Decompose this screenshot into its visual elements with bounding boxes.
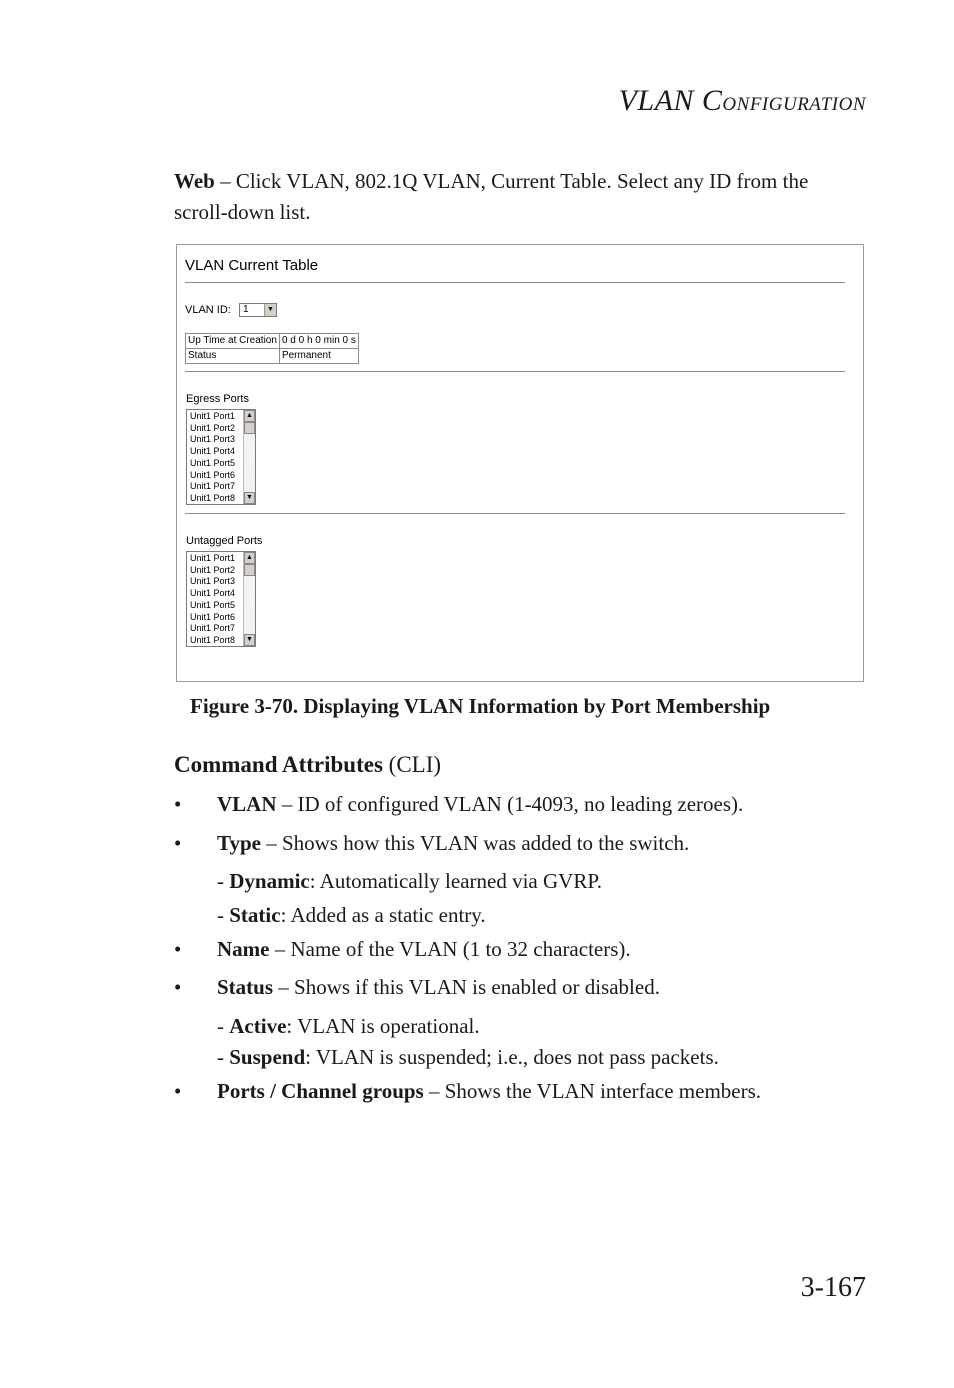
list-item[interactable]: Unit1 Port8	[190, 634, 236, 645]
chevron-down-icon[interactable]: ▼	[264, 304, 276, 316]
scroll-thumb[interactable]	[244, 564, 255, 576]
row-value: Permanent	[279, 349, 358, 364]
vlan-info-table	[185, 333, 359, 364]
list-item[interactable]: Unit1 Port3	[190, 434, 236, 445]
section-heading: Command Attributes (CLI)	[174, 752, 442, 777]
list-item[interactable]: Unit1 Port5	[190, 457, 236, 468]
figure-caption: Figure 3-70. Displaying VLAN Information by Port Membership	[190, 694, 771, 718]
untagged-ports-list[interactable]	[186, 551, 256, 647]
bullet-icon: •	[174, 792, 182, 816]
scroll-down-icon[interactable]: ▼	[244, 492, 255, 504]
egress-ports-label: Egress Ports	[186, 393, 249, 405]
vlan-id-select[interactable]	[239, 303, 277, 317]
table-row	[186, 349, 359, 364]
sub-list-item: - Suspend: VLAN is suspended; i.e., does not pass packets.	[217, 1045, 719, 1069]
sub-list-item: - Active: VLAN is operational.	[217, 1014, 480, 1038]
bullet-icon: •	[174, 1079, 182, 1103]
intro-text: – Click VLAN, 802.1Q VLAN, Current Table. Select any ID from the scroll-down list.	[174, 169, 809, 224]
scrollbar[interactable]	[243, 552, 255, 646]
divider	[185, 282, 845, 283]
list-item[interactable]: Unit1 Port3	[190, 576, 236, 587]
vlan-id-value: 1	[243, 304, 249, 315]
web-label: Web	[174, 169, 215, 193]
list-item[interactable]: Unit1 Port2	[190, 422, 236, 433]
vlan-id-label: VLAN ID:	[185, 304, 231, 316]
row-value: 0 d 0 h 0 min 0 s	[279, 334, 358, 349]
screenshot-figure	[176, 244, 864, 682]
bullet-icon: •	[174, 975, 182, 999]
bullet-icon: •	[174, 831, 182, 855]
sub-list-item: - Dynamic: Automatically learned via GVRP.	[217, 869, 602, 893]
row-label: Status	[186, 349, 280, 364]
list-item[interactable]: Unit1 Port6	[190, 469, 236, 480]
scroll-up-icon[interactable]: ▲	[244, 552, 255, 564]
sub-list-item: - Static: Added as a static entry.	[217, 903, 486, 927]
scroll-thumb[interactable]	[244, 422, 255, 434]
egress-ports-list[interactable]	[186, 409, 256, 505]
list-item[interactable]: Unit1 Port4	[190, 446, 236, 457]
list-item[interactable]: Unit1 Port2	[190, 564, 236, 575]
scroll-up-icon[interactable]: ▲	[244, 410, 255, 422]
page-number: 3-167	[800, 1272, 866, 1303]
table-row	[186, 334, 359, 349]
scroll-down-icon[interactable]: ▼	[244, 634, 255, 646]
list-item[interactable]: Unit1 Port5	[190, 599, 236, 610]
row-label: Up Time at Creation	[186, 334, 280, 349]
divider	[185, 513, 845, 514]
divider	[185, 371, 845, 372]
running-head: VLAN CONFIGURATION	[618, 84, 866, 117]
scrollbar[interactable]	[243, 410, 255, 504]
list-item[interactable]: Unit1 Port7	[190, 623, 236, 634]
intro-paragraph	[174, 166, 864, 228]
list-item[interactable]: Unit1 Port4	[190, 588, 236, 599]
untagged-ports-label: Untagged Ports	[186, 535, 263, 547]
list-item[interactable]: Unit1 Port6	[190, 611, 236, 622]
list-item[interactable]: Unit1 Port8	[190, 492, 236, 503]
list-item[interactable]: Unit1 Port1	[190, 411, 236, 421]
list-item[interactable]: Unit1 Port7	[190, 481, 236, 492]
panel-title: VLAN Current Table	[185, 257, 319, 274]
bullet-icon: •	[174, 937, 182, 961]
list-item[interactable]: Unit1 Port1	[190, 553, 236, 563]
